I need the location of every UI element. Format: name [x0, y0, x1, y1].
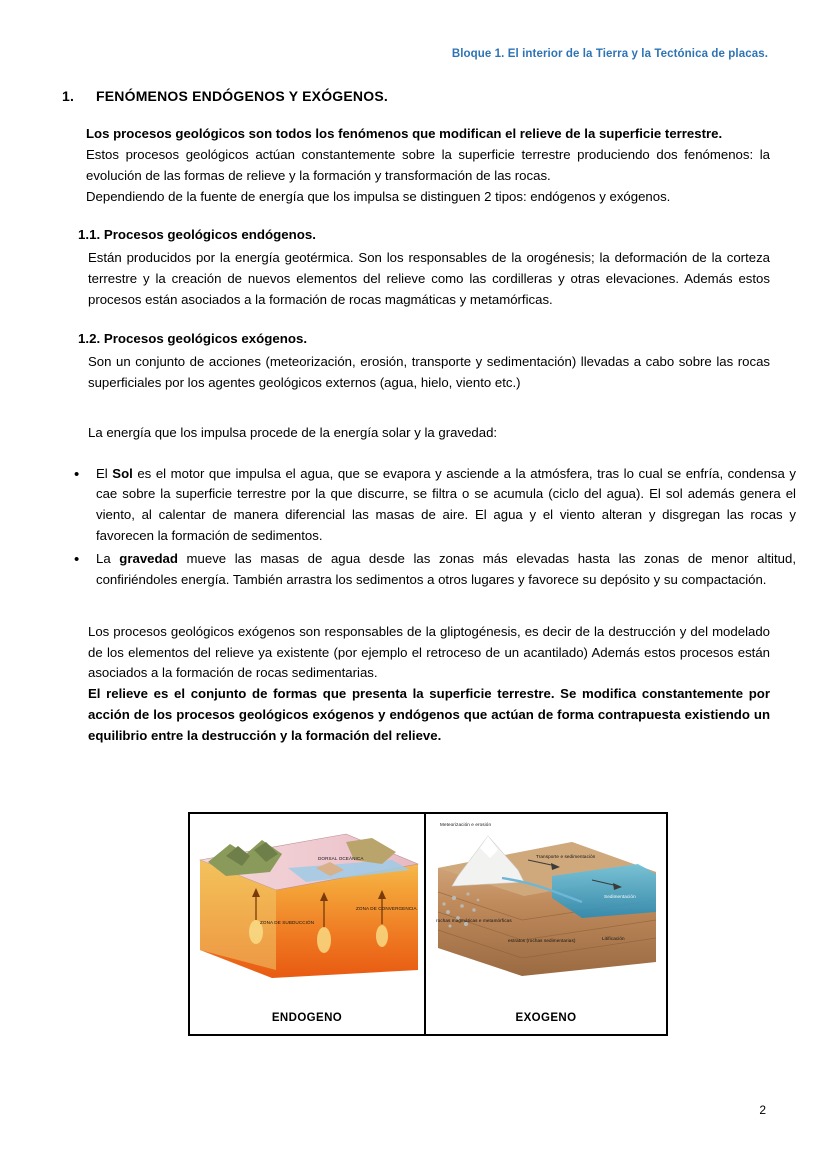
intro-paragraph-2: Dependiendo de la fuente de energía que los impulsa se distinguen 2 tipos: endógenos y exógenos. — [86, 188, 671, 204]
label-transporte-sedimentacion: Transporte e sedimentación — [536, 854, 596, 859]
bullet-rest-1: es el motor que impulsa el agua, que se evapora y asciende a la atmósfera, tras lo cual se enfría, condensa y cae sobre la superficie terrestre por la que discurre, se filtra o se acumula (ciclo del agua). El sol además genera el viento, al calentar de manera diferencial las masas de aire. El agua y el viento alteran y disgregan las rocas y favorecen la formación de sedimentos. — [96, 465, 797, 544]
list-item — [68, 464, 796, 547]
subsection-1-2-body: Son un conjunto de acciones (meteorización, erosión, transporte y sedimentación) llevadas a cabo sobre las rocas superficiales por los agentes geológicos externos (agua, hielo, viento etc.) — [88, 354, 770, 390]
label-estratos: estratos (rochas sedimentarias) — [508, 938, 576, 943]
subsection-1-2-body-wrap — [88, 352, 770, 394]
figure-endogeno-exogeno — [188, 812, 668, 1036]
page-number: 2 — [759, 1103, 766, 1117]
endogeno-diagram-icon — [196, 820, 422, 980]
bullet-list — [68, 464, 797, 591]
page-header-note: Bloque 1. El interior de la Tierra y la Tectónica de placas. — [451, 48, 768, 60]
exogeno-diagram-icon — [432, 820, 662, 980]
bullet-lead-bold-1: Sol — [112, 465, 133, 481]
subsection-1-1-body: Están producidos por la energía geotérmica. Son los responsables de la orogénesis; la deformación de la corteza terrestre y la creación de nuevos elementos del relieve como las cordilleras y otras elevaciones. Además estos procesos están asociados a la formación de rocas magmáticas y metamórficas. — [88, 250, 770, 308]
section-title-text: FENÓMENOS ENDÓGENOS Y EXÓGENOS. — [96, 88, 388, 104]
section-number: 1. — [62, 88, 75, 104]
label-zona-subduccion: ZONA DE SUBDUCCIÓN — [260, 920, 315, 925]
label-meteorizacion-erosion: Meteorización e erosión — [440, 822, 492, 827]
label-dorsal-oceanica: DORSAL OCEÁNICA — [318, 856, 364, 861]
list-item — [68, 549, 796, 591]
closing-bold-paragraph: El relieve es el conjunto de formas que presenta la superficie terrestre. Se modifica constantemente por acción de los procesos geológicos exógenos y endógenos que actúan de forma contrapuesta existiendo un equilibrio entre la destrucción y la formación del relieve. — [88, 686, 770, 744]
label-litificacion: Litificación — [602, 936, 625, 941]
energy-line: La energía que los impulsa procede de la energía solar y la gravedad: — [88, 424, 498, 440]
closing-paragraph: Los procesos geológicos exógenos son responsables de la gliptogénesis, es decir de la destrucción y del modelado de los elementos del relieve ya existente (por ejemplo el retroceso de un acantilado) Además estos procesos están asociados a la formación de rocas sedimentarias. — [88, 623, 770, 681]
closing-block — [88, 622, 770, 747]
bullet-rest-2: mueve las masas de agua desde las zonas más elevadas hasta las zonas de menor altitud, confiriéndoles energía. También arrastra los sedimentos a otros lugares y favorece su depósito y su compactación. — [96, 551, 796, 587]
figure-panel-endogeno — [190, 814, 426, 1034]
figure-caption-endogeno: ENDOGENO — [271, 1012, 343, 1024]
subsection-1-1-heading: 1.1. Procesos geológicos endógenos. — [78, 227, 316, 243]
document-content — [62, 88, 797, 747]
bullet-lead-plain-2: La — [96, 551, 120, 567]
label-zona-convergencia: ZONA DE CONVERGENCIA — [356, 906, 417, 911]
bullet-lead-bold-2: gravedad — [119, 551, 178, 567]
subsection-1-2-heading: 1.2. Procesos geológicos exógenos. — [78, 331, 308, 347]
label-sedimentacion: Sedimentación — [604, 894, 636, 899]
intro-block — [86, 124, 770, 207]
section-heading — [62, 88, 770, 104]
figure-panel-exogeno — [426, 814, 666, 1034]
intro-paragraph-1: Estos procesos geológicos actúan constantemente sobre la superficie terrestre produciendo dos fenómenos: la evolución de las formas de relieve y la formación y transformación de las rocas. — [86, 146, 770, 183]
energy-line-wrap — [88, 423, 770, 444]
label-rocas-magmaticas: rochas magmáticas e metamórficas — [436, 918, 512, 923]
bullet-lead-plain-1: El — [96, 465, 113, 481]
subsection-1-1-body-wrap — [88, 248, 770, 311]
intro-bold-lead: Los procesos geológicos son todos los fenómenos que modifican el relieve de la superficie terrestre. — [86, 126, 723, 141]
figure-caption-exogeno: EXOGENO — [515, 1012, 577, 1024]
